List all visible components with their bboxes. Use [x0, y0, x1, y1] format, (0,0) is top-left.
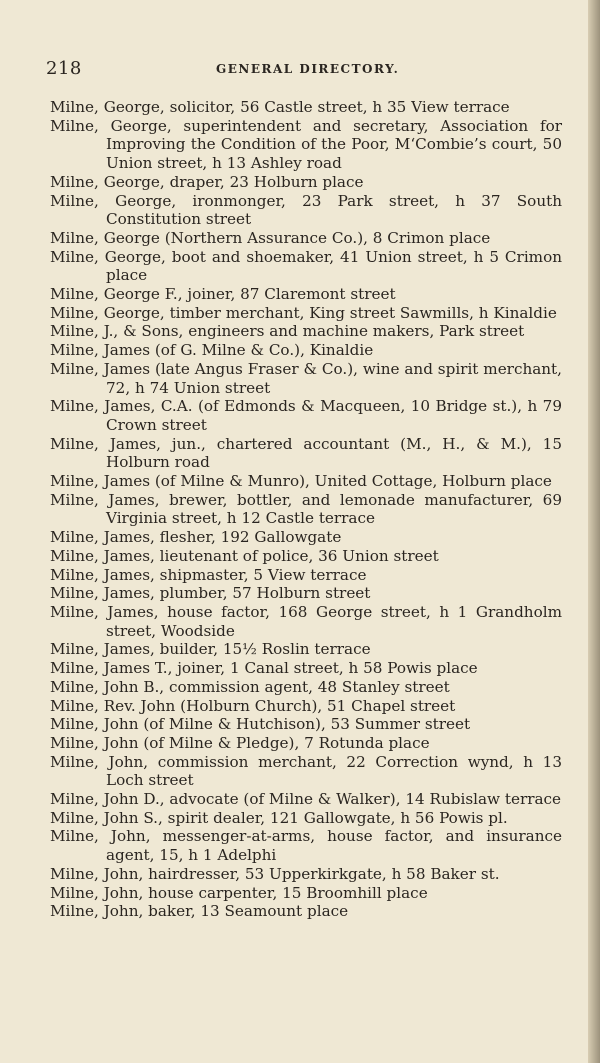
directory-entry: Milne, John, house carpenter, 15 Broomhill place: [50, 883, 428, 902]
directory-entry: Milne, James T., joiner, 1 Canal street, h 58 Powis place: [50, 659, 478, 678]
page-number: 218: [46, 58, 82, 79]
directory-entry: Milne, John B., commission agent, 48 Stanley street: [50, 677, 450, 696]
directory-entry: Milne, John, messenger-at-arms, house factor, and insurance agent, 15, h 1 Adelphi: [50, 827, 562, 865]
directory-entry: Milne, James, jun., chartered accountant (M., H., & M.), 15 Holburn road: [50, 434, 562, 472]
directory-entry: Milne, James, lieutenant of police, 36 Union street: [50, 546, 439, 565]
directory-entry: Milne, George, ironmonger, 23 Park street, h 37 South Constitution street: [50, 191, 562, 229]
directory-entry: Milne, George, boot and shoemaker, 41 Union street, h 5 Crimon place: [50, 247, 562, 285]
directory-entry: Milne, James (of Milne & Munro), United Cottage, Holburn place: [50, 472, 552, 491]
directory-entry: Milne, George, timber merchant, King street Sawmills, h Kinaldie: [50, 303, 557, 322]
directory-entry: Milne, George, superintendent and secretary, Association for Improving the Condition of the Poor, M‘Combie’s court, 50 Union street, h 13 Ashley road: [50, 116, 562, 173]
directory-entry: Milne, James, house factor, 168 George street, h 1 Grandholm street, Woodside: [50, 602, 562, 640]
directory-entry: Milne, James, C.A. (of Edmonds & Macqueen, 10 Bridge st.), h 79 Crown street: [50, 397, 562, 434]
directory-entry: Milne, Rev. John (Holburn Church), 51 Chapel street: [50, 696, 456, 715]
directory-entry: Milne, George F., joiner, 87 Claremont street: [50, 285, 396, 304]
directory-entry: Milne, George, solicitor, 56 Castle street, h 35 View terrace: [50, 98, 510, 116]
directory-entry: Milne, John S., spirit dealer, 121 Gallowgate, h 56 Powis pl.: [50, 808, 508, 827]
directory-entry: Milne, James (of G. Milne & Co.), Kinaldie: [50, 341, 374, 360]
directory-entry: Milne, George, draper, 23 Holburn place: [50, 172, 364, 191]
directory-entry: Milne, John (of Milne & Pledge), 7 Rotunda place: [50, 733, 430, 752]
directory-entry: Milne, James, shipmaster, 5 View terrace: [50, 565, 367, 584]
directory-entries: [50, 98, 562, 921]
directory-entry: Milne, George (Northern Assurance Co.), 8 Crimon place: [50, 228, 491, 247]
running-head: GENERAL DIRECTORY.: [216, 62, 400, 76]
directory-entry: Milne, John, commission merchant, 22 Correction wynd, h 13 Loch street: [50, 752, 562, 790]
directory-entry: Milne, James, plumber, 57 Holburn street: [50, 584, 371, 603]
directory-entry: Milne, James, builder, 15½ Roslin terrace: [50, 640, 371, 659]
directory-entry: Milne, John, hairdresser, 53 Upperkirkgate, h 58 Baker st.: [50, 864, 500, 883]
page-gutter-edge: [588, 0, 600, 1063]
page-header: [46, 58, 556, 82]
directory-entry: Milne, John D., advocate (of Milne & Walker), 14 Rubislaw terrace: [50, 790, 562, 809]
directory-entry: Milne, J., & Sons, engineers and machine makers, Park street: [50, 322, 525, 341]
directory-entry: Milne, John (of Milne & Hutchison), 53 Summer street: [50, 715, 471, 734]
directory-entry: Milne, James, brewer, bottler, and lemonade manufacturer, 69 Virginia street, h 12 Castle terrace: [50, 490, 562, 528]
directory-entry: Milne, James, flesher, 192 Gallowgate: [50, 528, 342, 547]
directory-entry: Milne, James (late Angus Fraser & Co.), wine and spirit merchant, 72, h 74 Union street: [50, 359, 562, 397]
directory-entry: Milne, John, baker, 13 Seamount place: [50, 902, 349, 921]
